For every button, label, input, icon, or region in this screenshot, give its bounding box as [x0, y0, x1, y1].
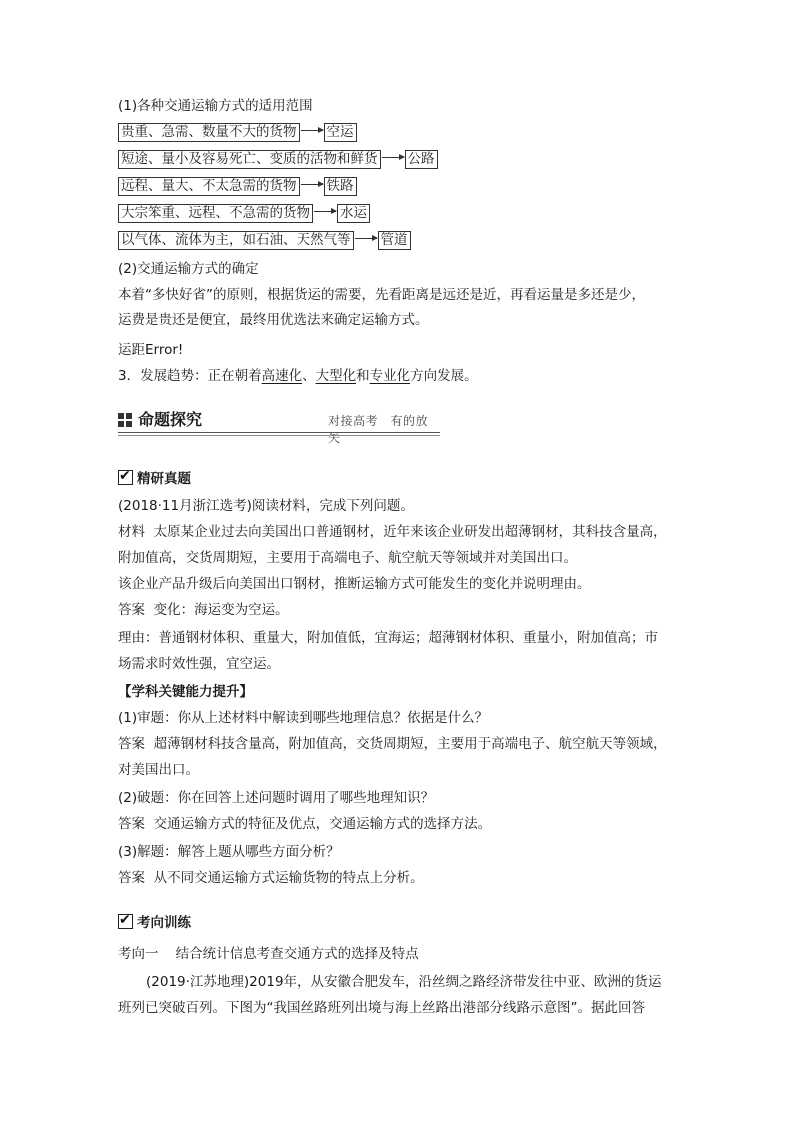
material-line-1 [118, 522, 667, 542]
question-text: 该企业产品升级后向美国出口钢材，推断运输方式可能发生的变化并说明理由。 [118, 576, 591, 592]
scope-cargo-air: 贵重、急需、数量不大的货物 [118, 123, 300, 142]
shenti-answer-1: 超薄钢材科技含量高，附加值高，交货周期短，主要用于高端电子、航空航天等领域， [153, 736, 667, 752]
answer-label: 答案 [118, 816, 145, 832]
shenti-answer-2: 对美国出口。 [118, 762, 199, 778]
section-square-icon [118, 413, 132, 427]
kaoxiang-title: 考向训练 [137, 915, 191, 931]
scope-mode-rail: 铁路 [324, 177, 357, 196]
scope-row-rail [118, 176, 357, 196]
divider [118, 435, 440, 436]
determine-text-2: 运费是贵还是便宜，最终用优选法来确定运输方式。 [118, 312, 429, 328]
poti-question: (2)破题：你在回答上述问题时调用了哪些地理知识？ [118, 790, 435, 806]
right-arrow-icon [382, 157, 404, 159]
checkbox-check-icon [118, 470, 133, 485]
question-source: (2018·11月浙江选考)阅读材料，完成下列问题。 [118, 498, 414, 514]
reason-text-1: 理由：普通钢材体积、重量大，附加值低，宜海运；超薄钢材体积、重量小，附加值高；市 [118, 630, 658, 646]
right-arrow-icon [355, 238, 377, 240]
ability-title: 【学科关键能力提升】 [118, 684, 253, 700]
answer-text: 变化：海运变为空运。 [153, 602, 289, 618]
trend-suffix: 方向发展。 [410, 368, 478, 384]
scope-cargo-rail: 远程、量大、不太急需的货物 [118, 177, 300, 196]
scope-row-air [118, 122, 357, 142]
scope-cargo-water: 大宗笨重、远程、不急需的货物 [118, 204, 313, 223]
trend-sep-2: 和 [356, 368, 370, 384]
trend-sep-1: 、 [302, 368, 316, 384]
jieti-answer: 从不同交通运输方式运输货物的特点上分析。 [153, 870, 424, 886]
material-label: 材料 [118, 524, 145, 540]
scope-cargo-road: 短途、量小及容易死亡、变质的活物和鲜货 [118, 150, 381, 169]
material-text-1: 太原某企业过去向美国出口普通钢材，近年来该企业研发出超薄钢材，其科技含量高， [153, 524, 667, 540]
jingyan-title: 精研真题 [137, 471, 191, 487]
right-arrow-icon [314, 211, 336, 213]
reason-text-2: 场需求时效性强，宜空运。 [118, 656, 280, 672]
trend-high-speed: 高速化 [261, 368, 303, 384]
scope-row-water [118, 203, 370, 223]
kaoxiang-1-label: 考向一 [118, 946, 159, 962]
scope-row-road [118, 149, 438, 169]
shenti-question: (1)审题：你从上述材料中解读到哪些地理信息？依据是什么？ [118, 710, 489, 726]
section-title: 命题探究 [138, 410, 203, 429]
jingyan-heading [118, 468, 191, 489]
kaoxiang-1-text: 结合统计信息考查交通方式的选择及特点 [175, 946, 419, 962]
shenti-answer-line [118, 734, 667, 754]
scope-row-pipeline [118, 230, 411, 250]
error-line: 运距Error! [118, 342, 184, 358]
jiangsu-text-2: 班列已突破百列。下图为“我国丝路班列出境与海上丝路出港部分线路示意图”。据此回答 [118, 1000, 645, 1016]
trend-specialized: 专业化 [369, 368, 411, 384]
poti-answer-line [118, 814, 491, 834]
jieti-answer-line [118, 868, 424, 888]
checkbox-check-icon [118, 914, 133, 929]
scope-mode-road: 公路 [405, 150, 438, 169]
trend-line [118, 366, 478, 386]
scope-heading: (1)各种交通运输方式的适用范围 [118, 98, 313, 114]
trend-prefix: 3．发展趋势：正在朝着 [118, 368, 262, 384]
trend-large-scale: 大型化 [315, 368, 357, 384]
scope-mode-pipeline: 管道 [378, 231, 411, 250]
material-text-2: 附加值高，交货周期短，主要用于高端电子、航空航天等领域并对美国出口。 [118, 550, 577, 566]
divider [118, 432, 440, 433]
answer-label: 答案 [118, 870, 145, 886]
section-subtitle: 对接高考 有的放矢 [328, 414, 429, 445]
scope-mode-air: 空运 [324, 123, 357, 142]
section-header [118, 410, 440, 445]
scope-mode-water: 水运 [337, 204, 370, 223]
kaoxiang-heading [118, 912, 191, 933]
determine-heading: (2)交通运输方式的确定 [118, 261, 259, 277]
scope-cargo-pipeline: 以气体、流体为主，如石油、天然气等 [118, 231, 354, 250]
right-arrow-icon [301, 184, 323, 186]
kaoxiang-1-line [118, 944, 419, 964]
answer-label: 答案 [118, 736, 145, 752]
answer-line [118, 600, 289, 620]
determine-text-1: 本着“多快好省”的原则，根据货运的需要，先看距离是远还是近，再看运量是多还是少， [118, 287, 645, 303]
answer-label: 答案 [118, 602, 145, 618]
jieti-question: (3)解题：解答上题从哪些方面分析？ [118, 844, 340, 860]
poti-answer: 交通运输方式的特征及优点，交通运输方式的选择方法。 [153, 816, 492, 832]
jiangsu-text-1: (2019·江苏地理)2019年，从安徽合肥发车，沿丝绸之路经济带发往中亚、欧洲的货运 [146, 974, 662, 990]
right-arrow-icon [301, 130, 323, 132]
